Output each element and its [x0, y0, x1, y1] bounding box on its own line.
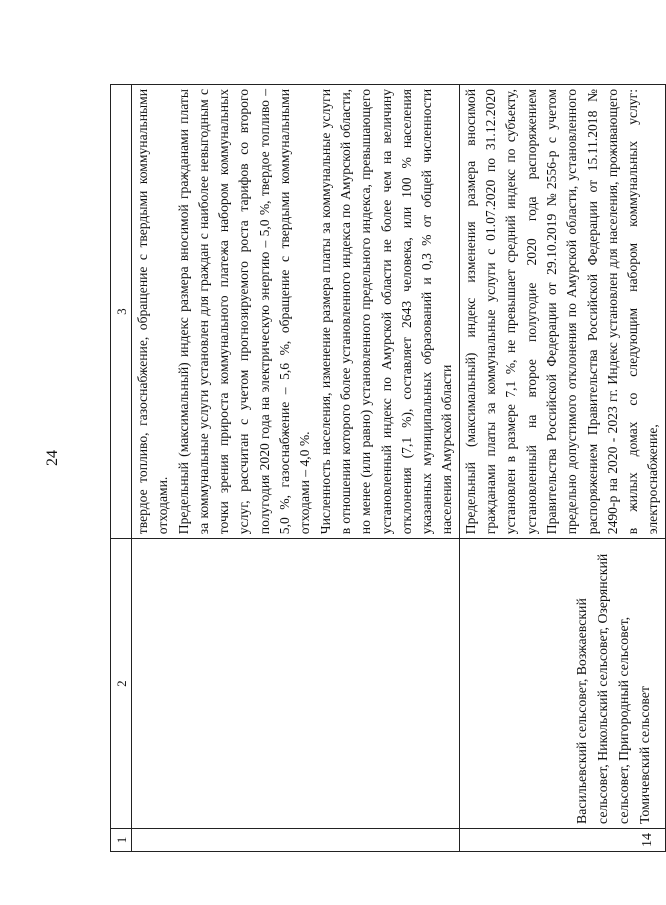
- municipal-index-table: [110, 84, 666, 852]
- row-prev-paragraph: твердое топливо, газоснабжение, обращение с твердыми коммунальными отходами.: [135, 89, 171, 535]
- row-prev-description-cell: [132, 85, 460, 539]
- header-col-2: 2: [111, 539, 132, 829]
- row-14-number: 14: [459, 828, 665, 851]
- row-prev-paragraph: Предельный (максимальный) индекс размера вносимой гражданами платы за коммунальные услуги установлен для граждан с наиболее невыгодным с точки зрения прироста коммунального платежа набором коммунальных услуг, рассчитан с учетом прогнозируемого роста тарифов со второго полугодия 2020 года на электрическую энергию – 5,0 %, твердое топливо – 5,0 %, газоснабжение – 5,6 %, обращение с твердыми коммунальными отходами – 4,0 %.: [175, 89, 313, 535]
- row-prev-municipalities-cell: [132, 539, 460, 829]
- row-prev-number-cell: [132, 828, 460, 851]
- table-row-continued: [132, 85, 460, 852]
- rotated-table-container: [110, 84, 661, 852]
- table-header-row: [111, 85, 132, 852]
- table-row-14: [459, 85, 665, 852]
- row-14-description-cell: [459, 85, 665, 539]
- row-14-municipalities: Васильевский сельсовет, Возжаевский сельсовет, Никольский сельсовет, Озерянский сельсовет, Пригородный сельсовет, Томичевский сельсовет: [459, 539, 665, 829]
- header-col-3: 3: [111, 85, 132, 539]
- row-14-paragraph: Предельный (максимальный) индекс изменения размера вносимой гражданами платы за коммунальные услуги с 01.07.2020 по 31.12.2020 установлен в размере 7,1 %, не превышает средний индекс по субъекту, установленный на второе полугодие 2020 года распоряжением Правительства Российской Федерации от 29.10.2019 №2556-р с учетом предельно допустимого отклонения по Амурской области, установленного распоряжением Правительства Российской Федерации от 15.11.2018 № 2490-р на 2020 - 2023 гг. Индекс установлен для населения, проживающего в жилых домах со следующим набором коммунальных услуг: электроснабжение,: [462, 89, 661, 535]
- row-prev-paragraph: Численность населения, изменение размера платы за коммунальные услуги в отношении которого более установленного индекса по Амурской области, но менее (или равно) установленного предельного индекса, превышающего установленный индекс по Амурской области не более чем на величину отклонения (7,1 %), составляет 2643 человека, или 100 % населения указанных муниципальных образований и 0,3 % от общей численности населения Амурской области: [317, 89, 455, 535]
- page-number: 24: [44, 450, 61, 466]
- header-col-1: 1: [111, 828, 132, 851]
